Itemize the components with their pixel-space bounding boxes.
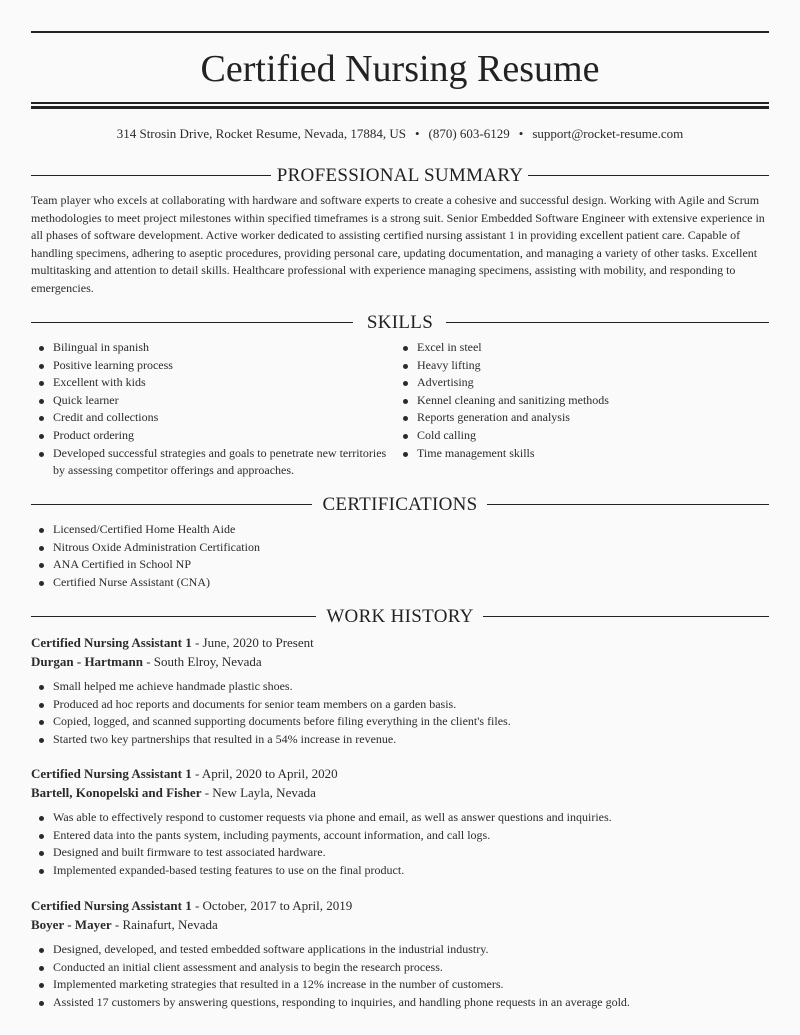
skill-item: Reports generation and analysis bbox=[395, 409, 769, 427]
job-bullet: Entered data into the pants system, including payments, account information, and call logs. bbox=[31, 827, 769, 845]
job-title-line bbox=[31, 633, 769, 652]
section-heading-work-history bbox=[31, 605, 769, 629]
skill-item: Advertising bbox=[395, 374, 769, 392]
job-bullet: Produced ad hoc reports and documents for senior team members on a garden basis. bbox=[31, 696, 769, 714]
contact-address: 314 Strosin Drive, Rocket Resume, Nevada, 17884, US bbox=[116, 126, 406, 141]
job-company-line bbox=[31, 652, 769, 671]
skill-item: Excellent with kids bbox=[31, 374, 396, 392]
certification-item: Nitrous Oxide Administration Certification bbox=[31, 539, 769, 557]
job-bullet: Small helped me achieve handmade plastic shoes. bbox=[31, 678, 769, 696]
job-bullet: Conducted an initial client assessment and analysis to begin the research process. bbox=[31, 959, 769, 977]
certification-item: ANA Certified in School NP bbox=[31, 556, 769, 574]
job-title: Certified Nursing Assistant 1 bbox=[31, 635, 192, 650]
contact-phone: (870) 603-6129 bbox=[428, 126, 510, 141]
job-dates: - June, 2020 to Present bbox=[191, 635, 314, 650]
section-title: PROFESSIONAL SUMMARY bbox=[276, 165, 524, 186]
contact-email: support@rocket-resume.com bbox=[532, 126, 684, 141]
skill-item: Kennel cleaning and sanitizing methods bbox=[395, 392, 769, 410]
section-heading-certifications bbox=[31, 493, 769, 517]
section-title: CERTIFICATIONS bbox=[322, 494, 478, 515]
job-title-line bbox=[31, 896, 769, 915]
skill-item: Credit and collections bbox=[31, 409, 396, 427]
certification-item: Certified Nurse Assistant (CNA) bbox=[31, 574, 769, 592]
job-company: Durgan - Hartmann bbox=[31, 654, 143, 669]
job-bullets bbox=[31, 809, 769, 879]
job-bullet: Copied, logged, and scanned supporting documents before filing everything in the client's files. bbox=[31, 713, 769, 731]
skill-item: Product ordering bbox=[31, 427, 396, 445]
job-bullet: Started two key partnerships that resulted in a 54% increase in revenue. bbox=[31, 731, 769, 749]
skills-list-right bbox=[395, 339, 769, 462]
job-entry bbox=[31, 633, 769, 748]
job-bullet: Assisted 17 customers by answering questions, responding to inquiries, and handling phone requests in an average gold. bbox=[31, 994, 769, 1012]
job-title-line bbox=[31, 764, 769, 783]
contact-separator: • bbox=[414, 126, 420, 141]
certifications-list bbox=[31, 521, 769, 591]
skills-list-left bbox=[31, 339, 396, 480]
skill-item: Time management skills bbox=[395, 445, 769, 463]
job-dates: - April, 2020 to April, 2020 bbox=[191, 766, 338, 781]
job-title: Certified Nursing Assistant 1 bbox=[31, 766, 192, 781]
summary-text: Team player who excels at collaborating with hardware and software experts to create a cohesive and successful design. Working with Agile and Scrum methodologies to meet project milestones within specified timeframes is a strong suit. Senior Embedded Software Engineer with extensive experience in all phases of software development. Active worker dedicated to assisting certified nursing assistant 1 in providing excellent patient care. Capable of handling specimens, adhering to aseptic procedures, providing personal care, updating documentation, and managing a variety of other tasks. Excellent multitasking and attention to detail skills. Healthcare professional with experience managing specimens, assisting with mobility, and responding to emergencies. bbox=[31, 193, 765, 295]
skill-item: Excel in steel bbox=[395, 339, 769, 357]
title-rule-lower bbox=[31, 106, 769, 109]
job-company: Boyer - Mayer bbox=[31, 917, 112, 932]
job-title: Certified Nursing Assistant 1 bbox=[31, 898, 192, 913]
skill-item: Quick learner bbox=[31, 392, 396, 410]
section-heading-skills bbox=[31, 311, 769, 335]
job-bullet: Designed and built firmware to test associated hardware. bbox=[31, 844, 769, 862]
skill-item: Positive learning process bbox=[31, 357, 396, 375]
top-rule bbox=[31, 31, 769, 33]
job-bullets bbox=[31, 678, 769, 748]
job-bullets bbox=[31, 941, 769, 1011]
job-company-line bbox=[31, 915, 769, 934]
section-title: WORK HISTORY bbox=[326, 606, 474, 627]
title-rule-upper bbox=[31, 102, 769, 104]
contact-line bbox=[31, 125, 769, 143]
skill-item: Bilingual in spanish bbox=[31, 339, 396, 357]
job-location: - Rainafurt, Nevada bbox=[111, 917, 218, 932]
job-location: - New Layla, Nevada bbox=[201, 785, 316, 800]
job-dates: - October, 2017 to April, 2019 bbox=[191, 898, 353, 913]
job-bullet: Was able to effectively respond to customer requests via phone and email, as well as answer questions and inquiries. bbox=[31, 809, 769, 827]
certification-item: Licensed/Certified Home Health Aide bbox=[31, 521, 769, 539]
job-entry bbox=[31, 764, 769, 879]
skill-item: Cold calling bbox=[395, 427, 769, 445]
resume-title: Certified Nursing Resume bbox=[200, 48, 600, 90]
skill-item: Developed successful strategies and goals to penetrate new territories by assessing competitor offerings and approaches. bbox=[31, 445, 396, 480]
job-company: Bartell, Konopelski and Fisher bbox=[31, 785, 202, 800]
job-bullet: Implemented expanded-based testing features to use on the final product. bbox=[31, 862, 769, 880]
contact-separator: • bbox=[518, 126, 524, 141]
section-heading-summary bbox=[31, 164, 769, 188]
skill-item: Heavy lifting bbox=[395, 357, 769, 375]
section-title: SKILLS bbox=[366, 312, 434, 333]
job-company-line bbox=[31, 783, 769, 802]
job-entry bbox=[31, 896, 769, 1011]
job-bullet: Implemented marketing strategies that resulted in a 12% increase in the number of customers. bbox=[31, 976, 769, 994]
job-location: - South Elroy, Nevada bbox=[142, 654, 262, 669]
job-bullet: Designed, developed, and tested embedded software applications in the industrial industry. bbox=[31, 941, 769, 959]
